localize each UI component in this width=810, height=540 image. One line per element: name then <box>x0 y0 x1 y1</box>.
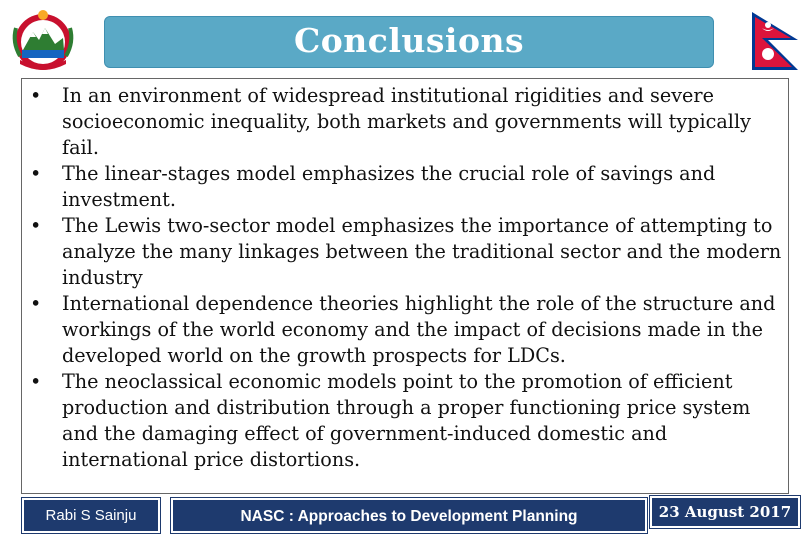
footer <box>0 496 810 540</box>
bullet-text: The linear-stages model emphasizes the crucial role of savings and investment. <box>62 162 716 211</box>
list-item <box>25 161 790 213</box>
nepal-flag-icon <box>748 10 804 72</box>
nepal-emblem-icon <box>8 8 78 74</box>
bullet-text: The neoclassical economic models point to the promotion of efficient production and distribution through a proper functioning price system and the damaging effect of government-induced domestic and international price distortions. <box>62 370 751 471</box>
footer-course-title: NASC : Approaches to Development Planning <box>171 498 647 533</box>
page-title: Conclusions <box>293 21 525 60</box>
footer-author: Rabi S Sainju <box>22 498 160 533</box>
bullet-marker: • <box>30 162 42 185</box>
bullet-text: International dependence theories highlight the role of the structure and workings of the world economy and the impact of decisions made in the developed world on the growth prospects for LDCs. <box>62 292 776 367</box>
bullet-marker: • <box>30 214 42 237</box>
list-item <box>25 291 790 369</box>
title-banner <box>104 16 714 68</box>
bullet-text: In an environment of widespread institutional rigidities and severe socioeconomic inequality, both markets and governments will typically fail. <box>62 84 751 159</box>
bullet-marker: • <box>30 84 42 107</box>
bullet-text: The Lewis two-sector model emphasizes the importance of attempting to analyze the many linkages between the traditional sector and the modern industry <box>62 214 782 289</box>
bullet-marker: • <box>30 370 42 393</box>
list-item <box>25 369 790 473</box>
bullet-marker: • <box>30 292 42 315</box>
footer-date: 23 August 2017 <box>650 496 800 528</box>
list-item <box>25 83 790 161</box>
bullet-list <box>25 83 790 473</box>
list-item <box>25 213 790 291</box>
